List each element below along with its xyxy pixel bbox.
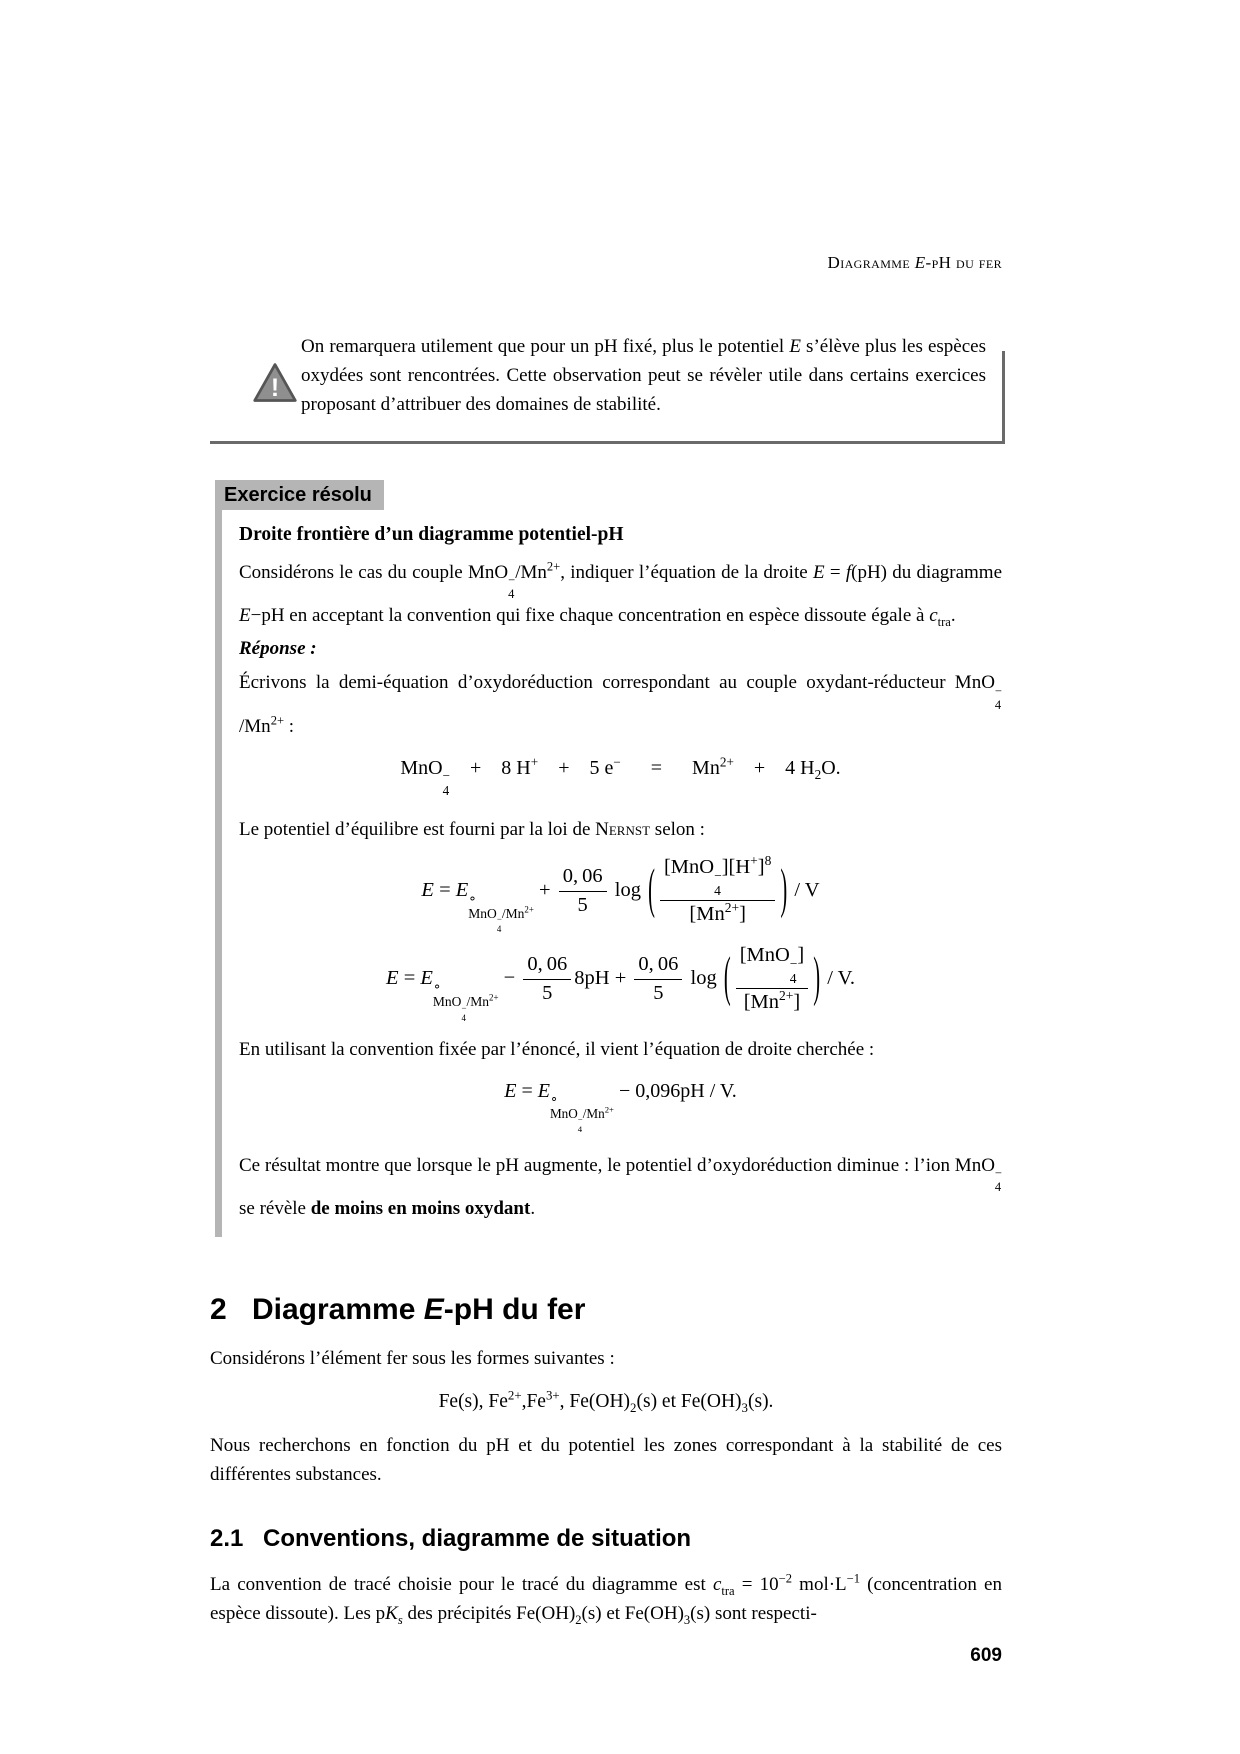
running-header: Diagramme E-pH du fer [827, 253, 1002, 272]
exercise-title: Droite frontière d’un diagramme potentiel-pH [239, 524, 624, 545]
nernst-equation-2: E = E ∘ MnO − 4 $/Mn^{2+}$ − $\frac{0, 06}{5}$ 8pH + $\frac{0, 06}{5}$ log ( [MnO − 4 ] $[Mn^{2+}]$ ) / V. [386, 944, 855, 1023]
text-column [210, 0, 1002, 1667]
half-equation-intro-paragraph: Écrivons la demi-équation d’oxydoréduction correspondant au couple oxydant-réducteur MnO − 4 $/Mn^{2+}$ : [239, 672, 1002, 737]
section-number: 2 [210, 1293, 227, 1327]
conclusion-paragraph: Ce résultat montre que lorsque le pH augmente, le potentiel d’oxydoréduction diminue : l’ion MnO − 4 se révèle de moins en moins oxydant. [239, 1154, 1002, 1220]
response-label: Réponse : [239, 638, 317, 660]
nernst-equations [239, 853, 1002, 1023]
warning-icon [252, 361, 298, 405]
boundary-line-equation: E = E ∘ MnO − 4 $/Mn^{2+}$ − 0,096pH / V. [504, 1079, 737, 1135]
exercise-body [215, 510, 1002, 1237]
nernst-equation-1: E = E ∘ MnO − 4 $/Mn^{2+}$ + $\frac{0, 06}{5}$ log ( [MnO − 4 ]$[H^+]^8$ $[Mn^{2+}]$ ) / V [421, 853, 820, 935]
half-reaction-equation: MnO − 4 + 8 H+ + 5 e− = $Mn^{2+}$ + 4 $H_2O$. [400, 754, 841, 799]
subsection-title: Conventions, diagramme de situation [263, 1525, 692, 1553]
exercise-label: Exercice résolu [215, 480, 384, 510]
subsection-heading [210, 1525, 1002, 1553]
exercise-intro-paragraph: Considérons le cas du couple MnO − 4 $/Mn^{2+}$, indiquer l’équation de la droite E = f(pH) du diagramme E−pH en acceptant la convention qui fixe chaque concentration en espèce dissoute égale à $c_{tra}$. [239, 559, 1003, 630]
iron-forms-paragraph: Considérons l’élément fer sous les formes suivantes : [210, 1348, 615, 1370]
page-number: 609 [970, 1645, 1002, 1667]
transition-paragraph: En utilisant la convention fixée par l’énoncé, il vient l’équation de droite cherchée : [239, 1038, 875, 1060]
warning-text: On remarquera utilement que pour un pH fixé, plus le potentiel E s’élève plus les espèces oxydées sont rencontrées. Cette observation peut se révèler utile dans certains exercices proposant d’attribuer des domaines de stabilité. [301, 336, 986, 415]
exercise-label-row [215, 480, 1002, 510]
stability-zones-paragraph: Nous recherchons en fonction du pH et du potentiel les zones correspondant à la stabilité de ces différentes substances. [210, 1435, 1002, 1486]
iron-species-line: Fe(s), $Fe^{2+},Fe^{3+}$, $Fe(OH)_2(s)$ et $Fe(OH)_3(s)$. [438, 1388, 774, 1416]
convention-paragraph: La convention de tracé choisie pour le tracé du diagramme est $c_{tra} = 10^{-2}$ $mol\cdot L^{-1}$ (concentration en espèce dissoute). Les $pK_s$ des précipités $Fe(OH)_2(s)$ et $Fe(OH)_3(s)$ sont respecti- [210, 1571, 1002, 1627]
warning-exclamation-glyph: ! [270, 374, 280, 402]
exercise-block [215, 480, 1002, 1237]
subsection-number: 2.1 [210, 1525, 244, 1553]
warning-box [235, 317, 1002, 444]
section-heading [210, 1293, 1002, 1327]
section-title: Diagramme E-pH du fer [252, 1293, 586, 1327]
nernst-law-paragraph: Le potentiel d’équilibre est fourni par la loi de Nernst selon : [239, 818, 705, 840]
